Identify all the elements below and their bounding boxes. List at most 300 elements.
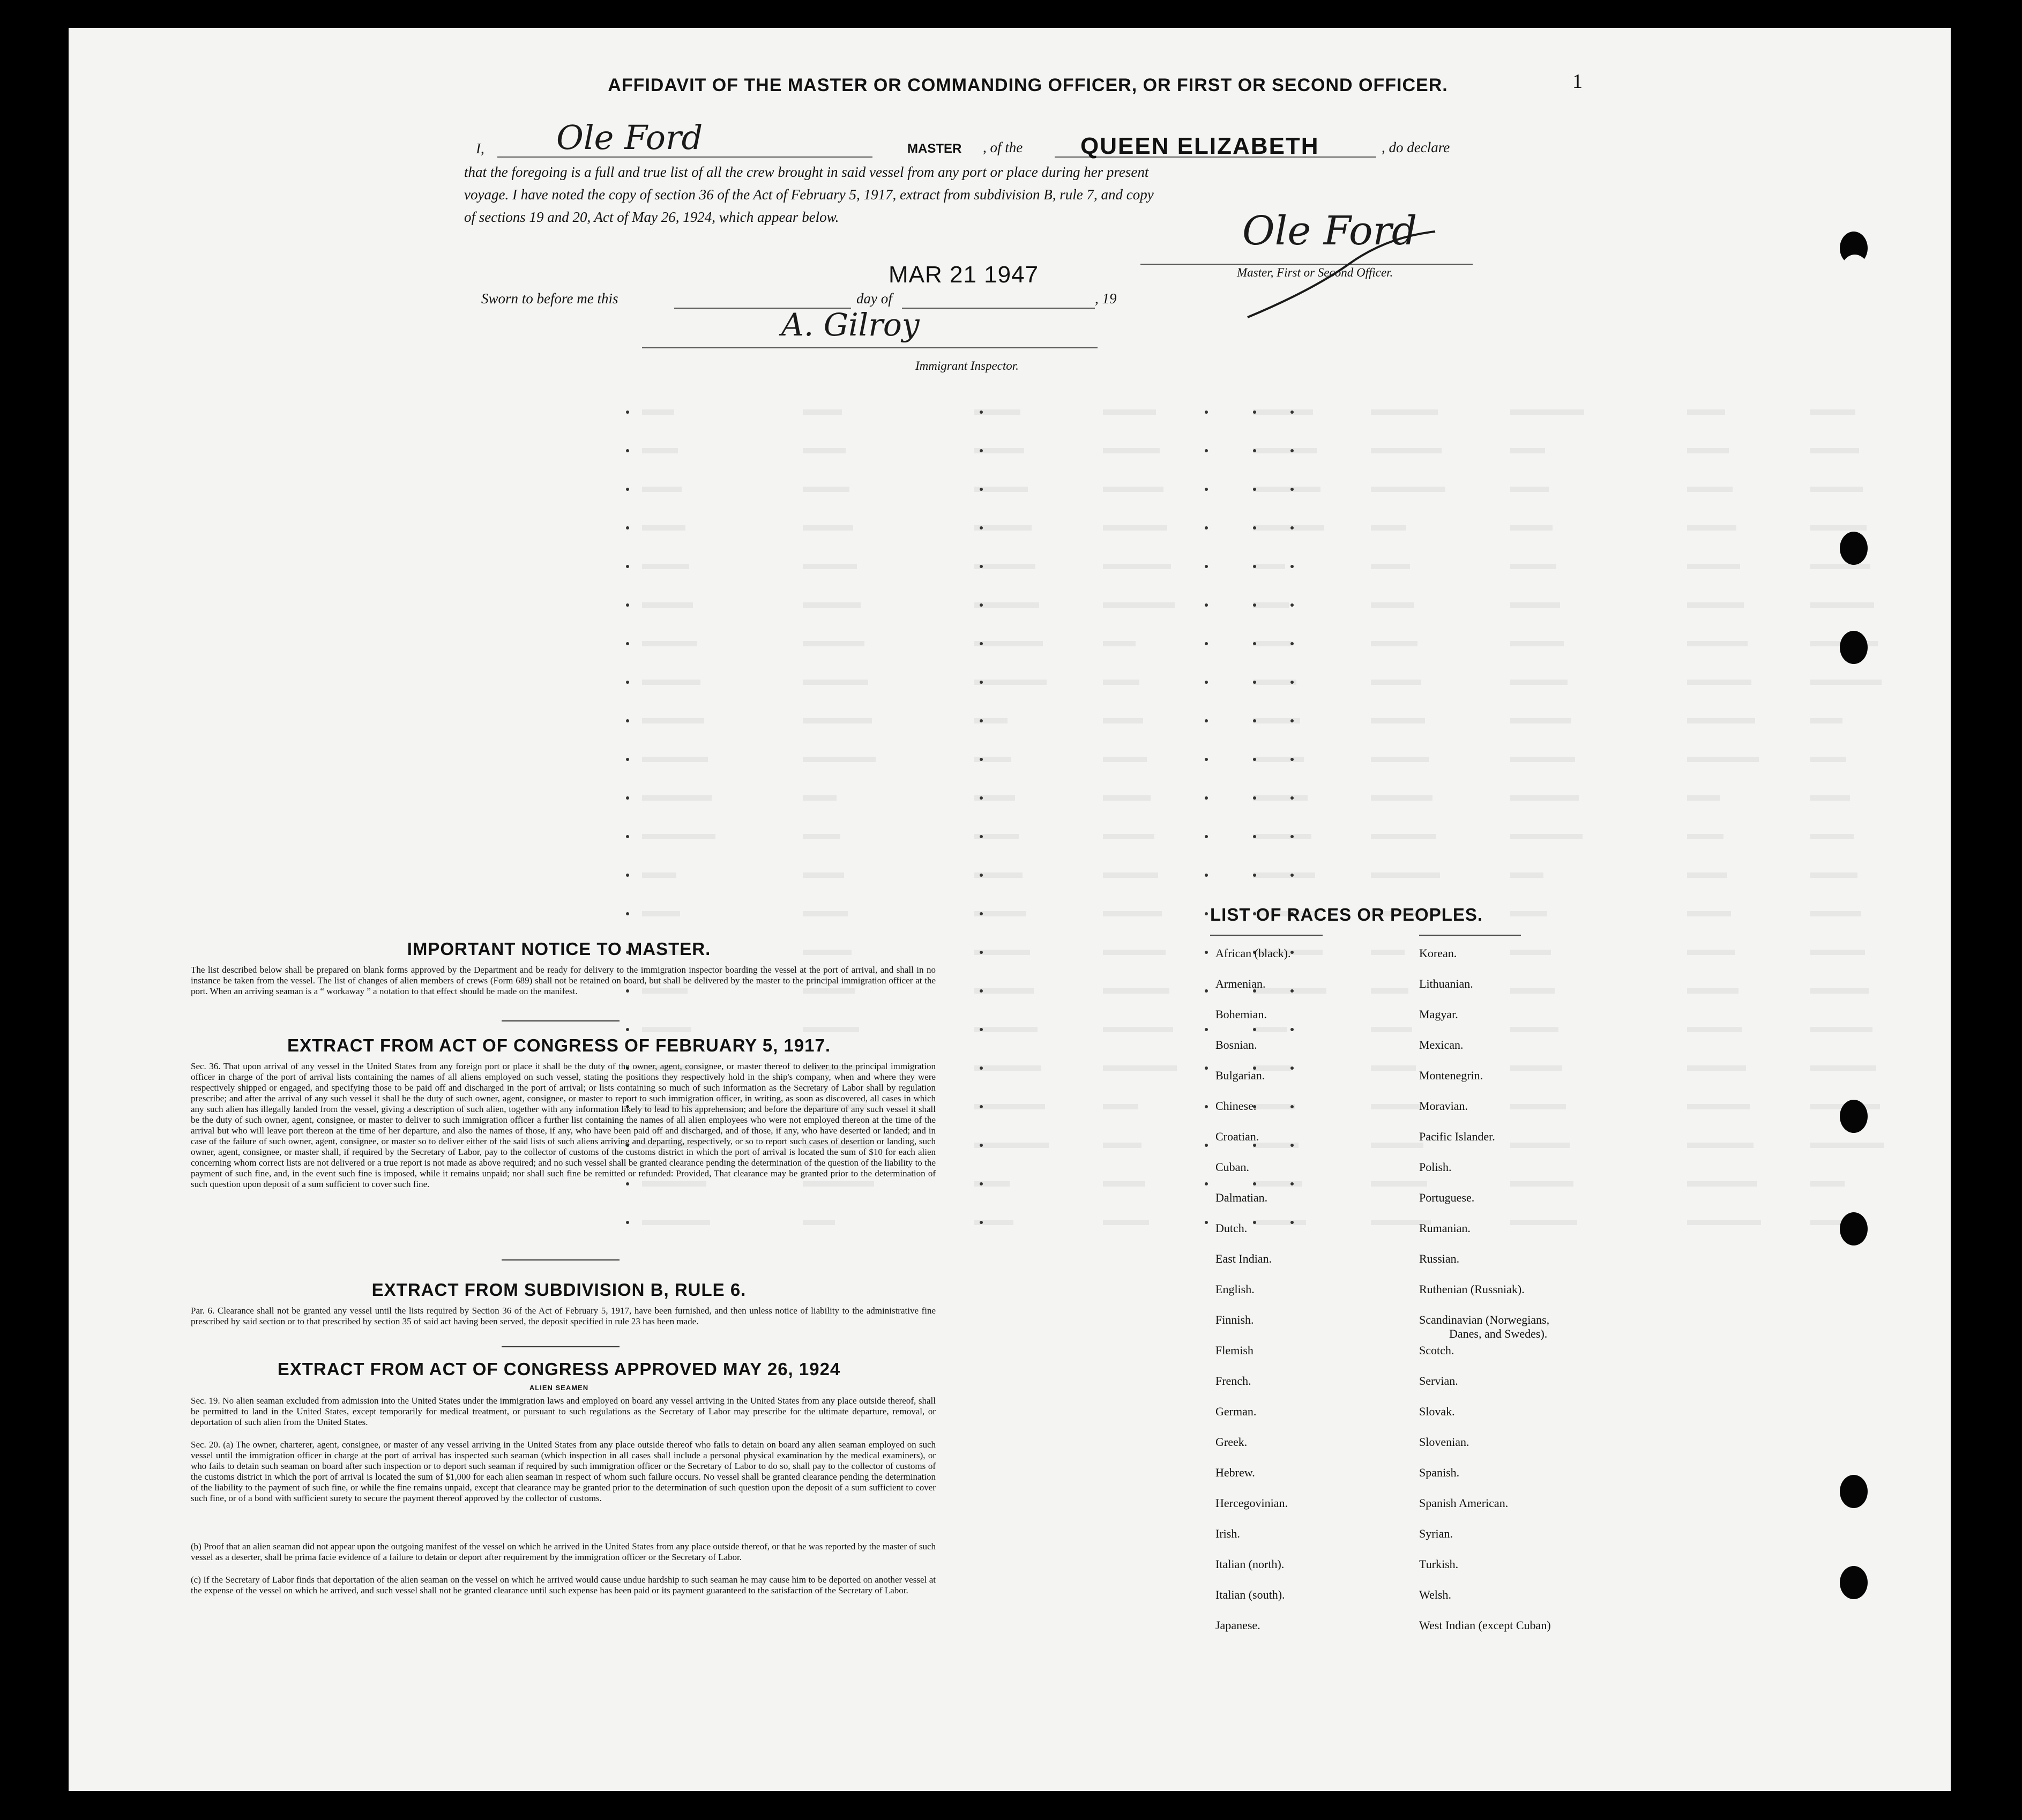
- ghost-text: [1810, 1065, 1876, 1071]
- ghost-text: [1253, 1027, 1287, 1032]
- alien-seamen-subheading: ALIEN SEAMEN: [529, 1384, 589, 1392]
- ghost-text: [1253, 487, 1320, 492]
- ghost-dot: [1205, 951, 1208, 954]
- inspector-line: [642, 347, 1098, 348]
- ghost-dot: [980, 796, 983, 800]
- race-item: French.: [1215, 1374, 1251, 1388]
- affidavit-line-2: that the foregoing is a full and true list of all the crew brought in said vessel from any port or place during her present: [464, 164, 1149, 180]
- ghost-dot: [626, 758, 629, 761]
- ghost-text: [1253, 564, 1285, 569]
- ghost-text: [1103, 757, 1147, 762]
- ghost-dot: [1205, 1144, 1208, 1147]
- ghost-dot: [1290, 835, 1294, 838]
- ghost-dot: [626, 835, 629, 838]
- ghost-dot: [980, 1221, 983, 1224]
- races-underline: [1210, 935, 1323, 936]
- ghost-text: [803, 757, 876, 762]
- master-signature: Ole Ford: [556, 118, 703, 157]
- ghost-text: [974, 602, 1039, 608]
- ghost-text: [803, 718, 872, 723]
- ghost-text: [1510, 950, 1551, 955]
- ghost-text: [1810, 988, 1869, 994]
- ghost-text: [1371, 487, 1445, 492]
- ghost-text: [1810, 487, 1863, 492]
- ghost-text: [1253, 1220, 1306, 1225]
- ghost-text: [1371, 1181, 1427, 1187]
- rule-6-heading: EXTRACT FROM SUBDIVISION B, RULE 6.: [371, 1280, 747, 1300]
- ghost-text: [1510, 641, 1564, 646]
- ghost-dot: [1290, 796, 1294, 800]
- ghost-dot: [1205, 565, 1208, 568]
- ghost-dot: [980, 912, 983, 915]
- ghost-dot: [1290, 1221, 1294, 1224]
- ghost-dot: [980, 874, 983, 877]
- punch-hole: [1840, 631, 1868, 664]
- ghost-text: [803, 525, 853, 531]
- punch-hole: [1840, 532, 1868, 565]
- ghost-dot: [1290, 642, 1294, 645]
- race-item: East Indian.: [1215, 1252, 1272, 1265]
- ghost-text: [1253, 1181, 1302, 1187]
- race-item: African (black).: [1215, 946, 1291, 960]
- race-item: English.: [1215, 1282, 1255, 1296]
- sworn-label: Sworn to before me this: [481, 290, 618, 307]
- year-label: , 19: [1095, 290, 1117, 307]
- ghost-dot: [980, 1182, 983, 1185]
- ghost-text: [1510, 718, 1571, 723]
- ghost-dot: [1205, 449, 1208, 452]
- ghost-text: [974, 988, 1034, 994]
- race-item: Italian (south).: [1215, 1588, 1285, 1601]
- ghost-text: [642, 487, 682, 492]
- race-item: Italian (north).: [1215, 1557, 1285, 1571]
- race-item: Servian.: [1419, 1374, 1458, 1388]
- ghost-dot: [1290, 411, 1294, 414]
- ghost-dot: [1290, 488, 1294, 491]
- ghost-text: [642, 834, 715, 839]
- ghost-text: [1371, 757, 1429, 762]
- signature-flourish: [1237, 226, 1441, 323]
- race-item: Syrian.: [1419, 1527, 1453, 1540]
- race-item: Montenegrin.: [1419, 1069, 1483, 1082]
- ghost-text: [1510, 1065, 1562, 1071]
- rank-label: MASTER: [907, 141, 962, 156]
- ghost-dot: [1205, 681, 1208, 684]
- ghost-text: [642, 795, 712, 801]
- ghost-text: [974, 1104, 1045, 1109]
- race-item: Armenian.: [1215, 977, 1266, 990]
- ghost-text: [1810, 564, 1870, 569]
- ghost-text: [1103, 1220, 1149, 1225]
- ghost-text: [1510, 1027, 1558, 1032]
- ghost-dot: [1290, 989, 1294, 993]
- ghost-dot: [1290, 874, 1294, 877]
- ghost-text: [803, 487, 849, 492]
- ghost-text: [1371, 834, 1436, 839]
- ghost-text: [803, 680, 868, 685]
- ghost-text: [1371, 1065, 1416, 1071]
- race-item: West Indian (except Cuban): [1419, 1618, 1551, 1632]
- divider: [502, 1346, 620, 1347]
- ghost-text: [1253, 834, 1311, 839]
- ghost-text: [1687, 1065, 1746, 1071]
- ghost-text: [1103, 1143, 1141, 1148]
- ghost-text: [1253, 525, 1324, 531]
- ghost-text: [1687, 602, 1744, 608]
- month-line: [902, 308, 1095, 309]
- ghost-dot: [980, 681, 983, 684]
- ghost-text: [1810, 525, 1867, 531]
- ghost-dot: [626, 719, 629, 722]
- ghost-text: [803, 795, 837, 801]
- punch-hole: [1841, 155, 1869, 189]
- ghost-text: [1253, 680, 1296, 685]
- ghost-dot: [980, 1144, 983, 1147]
- ghost-text: [642, 718, 704, 723]
- ghost-text: [1103, 795, 1151, 801]
- ghost-text: [1687, 487, 1733, 492]
- ghost-text: [1371, 988, 1408, 994]
- manifest-page: [69, 28, 1951, 1791]
- ghost-text: [1103, 448, 1160, 453]
- ghost-dot: [1253, 1144, 1256, 1147]
- ghost-dot: [1205, 1105, 1208, 1108]
- ghost-text: [1810, 409, 1855, 415]
- ghost-dot: [1253, 449, 1256, 452]
- race-item: Lithuanian.: [1419, 977, 1473, 990]
- race-item: Hebrew.: [1215, 1466, 1255, 1479]
- ghost-text: [974, 1027, 1038, 1032]
- ghost-text: [642, 564, 689, 569]
- affidavit-line-3: voyage. I have noted the copy of section 36 of the Act of February 5, 1917, extract from subdivision B, rule 7, and copy: [464, 187, 1154, 203]
- ghost-dot: [626, 874, 629, 877]
- punch-hole: [1840, 1566, 1868, 1599]
- ghost-dot: [1205, 1182, 1208, 1185]
- rule-6-body: Par. 6. Clearance shall not be granted any vessel until the lists required by Section 36 of the Act of February 5, 1917, have been furnished, and then unless notice of liability to the administrative fine prescribed by said section or to that prescribed by section 35 of said act having been served, the deposit specified in rule 23 has been made.: [191, 1306, 936, 1326]
- race-item: Flemish: [1215, 1344, 1254, 1357]
- ghost-dot: [1253, 758, 1256, 761]
- notice-body: The list described below shall be prepared on blank forms approved by the Department and be ready for delivery to the immigration inspector boarding the vessel at the port of arrival, and shall in no instance be taken from the vessel. The list of changes of alien members of crews (Form 689) shall not be retained on board, but shall be delivered by the master to the principal immigration officer at the port. When an arriving seaman is a “ workaway ” a notation to that effect should be made on the manifest.: [191, 965, 936, 996]
- ghost-dot: [980, 488, 983, 491]
- ghost-text: [1253, 409, 1313, 415]
- ghost-dot: [1205, 796, 1208, 800]
- ghost-text: [1687, 911, 1731, 916]
- race-item: Turkish.: [1419, 1557, 1459, 1571]
- ghost-text: [974, 641, 1043, 646]
- race-item: Bosnian.: [1215, 1038, 1257, 1051]
- race-item: Moravian.: [1419, 1099, 1468, 1113]
- ghost-dot: [980, 1028, 983, 1031]
- ghost-dot: [1205, 488, 1208, 491]
- ghost-text: [1810, 757, 1846, 762]
- ghost-text: [1810, 448, 1859, 453]
- ghost-text: [1253, 602, 1289, 608]
- ghost-dot: [1253, 1182, 1256, 1185]
- ghost-text: [1810, 872, 1857, 878]
- ghost-text: [1687, 1104, 1750, 1109]
- ghost-dot: [626, 912, 629, 915]
- ghost-text: [1687, 525, 1736, 531]
- ghost-text: [1103, 602, 1175, 608]
- ghost-dot: [1205, 912, 1208, 915]
- ghost-text: [974, 564, 1035, 569]
- ghost-text: [642, 872, 676, 878]
- race-item: Slovak.: [1419, 1405, 1455, 1418]
- ghost-dot: [626, 488, 629, 491]
- ghost-text: [1510, 487, 1549, 492]
- race-item: Polish.: [1419, 1160, 1452, 1174]
- race-item: Danes, and Swedes).: [1449, 1327, 1548, 1340]
- ghost-text: [1371, 718, 1425, 723]
- ghost-text: [1810, 834, 1854, 839]
- race-item: Slovenian.: [1419, 1435, 1469, 1449]
- declare-label: , do declare: [1382, 139, 1450, 155]
- ghost-text: [803, 1027, 859, 1032]
- ghost-dot: [980, 1066, 983, 1070]
- ghost-text: [974, 680, 1047, 685]
- officer-signature: Ole Ford: [1242, 208, 1417, 254]
- ghost-text: [1510, 448, 1545, 453]
- race-item: Finnish.: [1215, 1313, 1254, 1326]
- ghost-text: [642, 757, 708, 762]
- ghost-dot: [1205, 874, 1208, 877]
- punch-hole: [1840, 1100, 1868, 1133]
- ghost-text: [1510, 564, 1556, 569]
- ghost-text: [1371, 950, 1405, 955]
- ghost-text: [1371, 680, 1421, 685]
- ghost-text: [974, 525, 1032, 531]
- ghost-text: [1687, 988, 1739, 994]
- ghost-dot: [1205, 1028, 1208, 1031]
- ghost-text: [1810, 680, 1882, 685]
- races-title: LIST OF RACES OR PEOPLES.: [1210, 905, 1483, 924]
- ghost-dot: [1253, 1028, 1256, 1031]
- notice-heading: IMPORTANT NOTICE TO MASTER.: [407, 939, 711, 959]
- race-item: Japanese.: [1215, 1618, 1260, 1632]
- ghost-dot: [626, 449, 629, 452]
- ghost-text: [1371, 1104, 1420, 1109]
- race-item: Ruthenian (Russniak).: [1419, 1282, 1525, 1296]
- punch-hole: [1841, 255, 1869, 288]
- ghost-dot: [980, 526, 983, 529]
- ghost-text: [1510, 872, 1543, 878]
- ghost-dot: [1290, 1182, 1294, 1185]
- ghost-dot: [1205, 642, 1208, 645]
- ghost-text: [1510, 834, 1583, 839]
- ghost-text: [1103, 1065, 1177, 1071]
- ghost-text: [642, 1220, 710, 1225]
- ghost-dot: [626, 1028, 629, 1031]
- ghost-text: [1103, 911, 1162, 916]
- ghost-text: [1810, 950, 1865, 955]
- ghost-dot: [1253, 1221, 1256, 1224]
- ghost-text: [1687, 409, 1725, 415]
- race-item: Bulgarian.: [1215, 1069, 1265, 1082]
- ghost-dot: [1290, 1066, 1294, 1070]
- race-item: Cuban.: [1215, 1160, 1249, 1174]
- ghost-dot: [980, 989, 983, 993]
- sec-20c-body: (c) If the Secretary of Labor finds that deportation of the alien seaman on the vessel on which he arrived would cause undue hardship to such seaman he may cause him to be deported on another vessel at the expense of the vessel on which he arrived, and such vessel shall not be granted clearance until such expense has been paid or its payment guaranteed to the satisfaction of the Secretary of Labor.: [191, 1575, 936, 1595]
- ghost-dot: [1205, 719, 1208, 722]
- ghost-text: [803, 602, 861, 608]
- ghost-dot: [1205, 1221, 1208, 1224]
- ghost-text: [1103, 641, 1136, 646]
- ghost-dot: [980, 449, 983, 452]
- ghost-text: [642, 409, 674, 415]
- ghost-text: [803, 1220, 835, 1225]
- ghost-text: [642, 602, 693, 608]
- ghost-text: [642, 1027, 691, 1032]
- ghost-dot: [1253, 681, 1256, 684]
- day-of-label: day of: [856, 290, 892, 307]
- ghost-text: [1810, 795, 1850, 801]
- ghost-dot: [1205, 603, 1208, 607]
- race-item: Scotch.: [1419, 1344, 1454, 1357]
- ghost-dot: [980, 411, 983, 414]
- sec-20b-body: (b) Proof that an alien seaman did not appear upon the outgoing manifest of the vessel on which he arrived in the United States from any place outside thereof, or that he was reported by the master of such vessel as a deserter, shall be prima facie evidence of a failure to detain or deport after requirement by the immigration officer or the Secretary of Labor.: [191, 1541, 936, 1562]
- ghost-text: [1687, 564, 1740, 569]
- ghost-dot: [1205, 835, 1208, 838]
- ghost-dot: [980, 758, 983, 761]
- race-item: Dutch.: [1215, 1221, 1248, 1235]
- ghost-dot: [1253, 565, 1256, 568]
- date-stamp: MAR 21 1947: [889, 262, 1039, 288]
- sec-19-body: Sec. 19. No alien seaman excluded from admission into the United States under the immigration laws and employed on board any vessel arriving in the United States from any place outside thereof, shall be permitted to land in the United States, except temporarily for medical treatment, or pursuant to such regulations as the Secretary of Labor may prescribe for the ultimate departure, removal, or deportation of such alien from the United States.: [191, 1396, 936, 1427]
- race-item: Irish.: [1215, 1527, 1240, 1540]
- punch-hole: [1840, 1212, 1868, 1245]
- race-item: Portuguese.: [1419, 1191, 1475, 1204]
- ghost-text: [1103, 872, 1158, 878]
- ghost-text: [1510, 911, 1547, 916]
- ghost-text: [1253, 872, 1315, 878]
- ghost-text: [1510, 757, 1575, 762]
- ghost-text: [803, 564, 857, 569]
- ghost-dot: [1205, 758, 1208, 761]
- race-item: Scandinavian (Norwegians,: [1419, 1313, 1550, 1326]
- ship-name: QUEEN ELIZABETH: [1080, 133, 1319, 159]
- ghost-dot: [980, 642, 983, 645]
- extract-1917-heading: EXTRACT FROM ACT OF CONGRESS OF FEBRUARY 5, 1917.: [287, 1035, 831, 1055]
- ghost-text: [1371, 525, 1406, 531]
- ghost-dot: [1290, 719, 1294, 722]
- ghost-dot: [1253, 411, 1256, 414]
- race-item: Greek.: [1215, 1435, 1248, 1449]
- ghost-dot: [1205, 526, 1208, 529]
- race-item: Chinese.: [1215, 1099, 1257, 1113]
- race-item: Welsh.: [1419, 1588, 1451, 1601]
- ghost-dot: [1205, 1066, 1208, 1070]
- ghost-text: [1810, 911, 1861, 916]
- ghost-dot: [1290, 1105, 1294, 1108]
- races-underline: [1419, 935, 1521, 936]
- ghost-dot: [980, 951, 983, 954]
- ghost-text: [642, 911, 680, 916]
- ghost-dot: [1290, 1028, 1294, 1031]
- ghost-text: [642, 680, 700, 685]
- race-item: Russian.: [1419, 1252, 1460, 1265]
- race-item: Croatian.: [1215, 1130, 1259, 1143]
- ghost-text: [803, 911, 848, 916]
- ghost-dot: [1253, 488, 1256, 491]
- ghost-text: [1371, 872, 1440, 878]
- ghost-text: [1371, 409, 1438, 415]
- divider: [502, 1259, 620, 1260]
- ghost-text: [1371, 1027, 1412, 1032]
- ghost-text: [1103, 1027, 1173, 1032]
- ghost-dot: [1290, 681, 1294, 684]
- ghost-dot: [1205, 989, 1208, 993]
- race-item: Bohemian.: [1215, 1008, 1267, 1021]
- ghost-text: [803, 448, 846, 453]
- ghost-text: [1810, 718, 1842, 723]
- race-item: Spanish American.: [1419, 1496, 1509, 1510]
- race-item: Rumanian.: [1419, 1221, 1471, 1235]
- ghost-text: [1510, 1104, 1566, 1109]
- ghost-text: [1371, 564, 1410, 569]
- ghost-text: [1253, 1104, 1295, 1109]
- race-item: German.: [1215, 1405, 1257, 1418]
- i-label: I,: [476, 140, 484, 156]
- ghost-text: [1103, 487, 1163, 492]
- ghost-dot: [626, 1221, 629, 1224]
- ghost-dot: [980, 1105, 983, 1108]
- ghost-dot: [1253, 526, 1256, 529]
- ghost-text: [1687, 1143, 1754, 1148]
- ghost-text: [1510, 525, 1553, 531]
- ghost-dot: [1290, 1144, 1294, 1147]
- ghost-text: [1371, 1143, 1423, 1148]
- ghost-text: [1103, 988, 1169, 994]
- ghost-dot: [626, 411, 629, 414]
- ghost-text: [1687, 1220, 1761, 1225]
- ghost-text: [1103, 525, 1167, 531]
- ghost-text: [1103, 680, 1139, 685]
- ghost-text: [1687, 795, 1720, 801]
- divider: [502, 1020, 620, 1021]
- ghost-text: [1371, 795, 1432, 801]
- ghost-text: [1510, 409, 1584, 415]
- ghost-dot: [1290, 449, 1294, 452]
- ghost-dot: [1290, 758, 1294, 761]
- inspector-caption: Immigrant Inspector.: [915, 359, 1019, 372]
- ghost-text: [1103, 1181, 1145, 1187]
- ghost-text: [1510, 1220, 1577, 1225]
- ghost-text: [1371, 602, 1414, 608]
- ghost-dot: [1205, 411, 1208, 414]
- race-item: Pacific Islander.: [1419, 1130, 1495, 1143]
- ghost-text: [1371, 641, 1417, 646]
- ghost-text: [974, 1065, 1041, 1071]
- race-item: Korean.: [1419, 946, 1457, 960]
- ghost-text: [1103, 950, 1166, 955]
- ghost-text: [1687, 641, 1748, 646]
- affidavit-line-4: of sections 19 and 20, Act of May 26, 1924, which appear below.: [464, 209, 839, 225]
- ghost-dot: [1253, 874, 1256, 877]
- ghost-text: [1810, 602, 1874, 608]
- ghost-text: [974, 1143, 1049, 1148]
- ghost-text: [1103, 1104, 1138, 1109]
- ghost-text: [642, 641, 697, 646]
- ghost-dot: [1290, 565, 1294, 568]
- race-item: Spanish.: [1419, 1466, 1460, 1479]
- sec-20a-body: Sec. 20. (a) The owner, charterer, agent, consignee, or master of any vessel arriving in the United States from any place outside thereof who fails to detain on board any alien seaman employed on such vessel until the immigration officer in charge at the port of arrival has inspected such seaman (which inspection in all cases shall include a personal physical examination by the medical examiners), or who fails to detain such seaman on board after such inspection or to deport such seaman if required by such immigration officer or the Secretary of Labor to do so, shall pay to the collector of customs of the customs district in which the port of arrival is located the sum of $1,000 for each alien seaman in respect of whom such failure occurs. No vessel shall be granted clearance pending the determination of the liability to the payment of such fine, or while the fine remains unpaid, except that clearance may be granted prior to the determination of such question upon the deposit of a sum sufficient to cover such fine, or of a bond with sufficient surety to secure the payment thereof approved by the collector of customs.: [191, 1439, 936, 1503]
- ghost-dot: [1253, 835, 1256, 838]
- ghost-text: [1810, 1181, 1845, 1187]
- race-item: Hercegovinian.: [1215, 1496, 1288, 1510]
- ghost-text: [642, 448, 678, 453]
- ghost-dot: [1290, 603, 1294, 607]
- of-the-label: , of the: [983, 139, 1023, 155]
